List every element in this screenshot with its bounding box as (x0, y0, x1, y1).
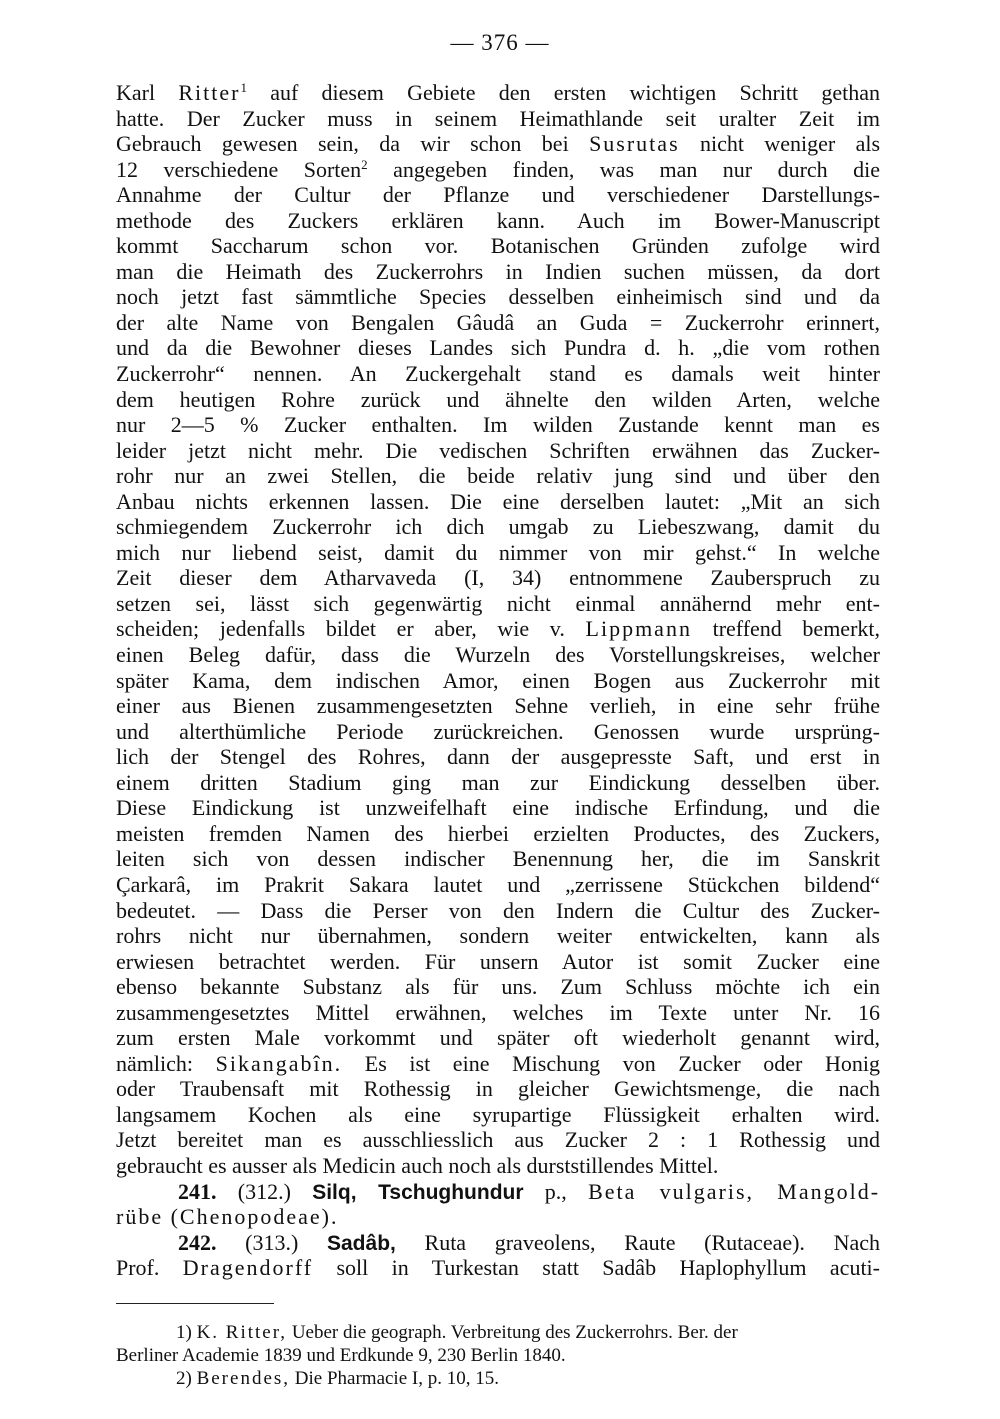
text-line: Prof. Dragendorff soll in Turkestan statt Sadâb Haplophyllum acuti- (116, 1255, 880, 1281)
text-line: erwiesen betrachtet werden. Für unsern Autor ist somit Zucker eine (116, 948, 880, 974)
author-name: Dragendorff (182, 1255, 314, 1281)
text-line: Diese Eindickung ist unzweifelhaft eine indische Erfindung, und die (116, 795, 880, 821)
text-line: leiten sich von dessen indischer Benennung her, die im Sanskrit (116, 846, 880, 872)
text-line: noch jetzt fast sämmtliche Species desselben einheimisch sind und da (116, 284, 880, 310)
entry-241: 241. (312.) Silq, Tschughundur p., Beta vulgaris, Mangold- (178, 1178, 881, 1204)
text-line: methode des Zuckers erklären kann. Auch im Bower-Manuscript (116, 207, 880, 233)
text-line: rübe (Chenopodeae). (116, 1204, 339, 1230)
body-text (116, 80, 880, 1281)
text-line: bedeutet. — Dass die Perser von den Indern die Cultur des Zucker- (116, 897, 880, 923)
text-line: einem dritten Stadium ging man zur Eindickung desselben über. (116, 769, 880, 795)
text-line: zusammengesetztes Mittel erwähnen, welches im Texte unter Nr. 16 (116, 999, 880, 1025)
text-line: Annahme der Cultur der Pflanze und verschiedener Darstellungs- (116, 182, 880, 208)
footnote-1-continuation: Berliner Academie 1839 und Erdkunde 9, 230 Berlin 1840. (116, 1345, 566, 1366)
page-number: — 376 — (450, 30, 550, 55)
text-line: nur 2—5 % Zucker enthalten. Im wilden Zustande kennt man es (116, 412, 880, 438)
entry-headword: Sadâb, (327, 1231, 396, 1255)
footnote-mark: 2) (176, 1368, 192, 1389)
text-line: setzen sei, lässt sich gegenwärtig nicht einmal annähernd mehr ent- (116, 590, 880, 616)
text-line: Zeit dieser dem Atharvaveda (I, 34) entnommene Zauberspruch zu (116, 565, 880, 591)
text-line: lich der Stengel des Rohres, dann der ausgepresste Saft, und erst in (116, 744, 880, 770)
text-line: schmiegendem Zuckerrohr ich dich umgab zu Liebeszwang, damit du (116, 514, 880, 540)
text-line: leider jetzt nicht mehr. Die vedischen Schriften erwähnen das Zucker- (116, 437, 880, 463)
author-name: Lippmann (585, 616, 692, 642)
footnote-mark: 1) (176, 1322, 192, 1343)
text-line: einen Beleg dafür, dass die Wurzeln des Vorstellungskreises, welcher (116, 642, 880, 668)
text-line: 12 verschiedene Sorten$^2$ angegeben finden, was man nur durch die (116, 156, 880, 182)
text-line: mich nur liebend seist, damit du nimmer von mir gehst.“ In welche (116, 539, 880, 565)
text-line: Zuckerrohr“ nennen. An Zuckergehalt stand es damals weit hinter (116, 361, 880, 387)
text-line: nämlich: Sikangabîn. Es ist eine Mischung von Zucker oder Honig (116, 1050, 881, 1076)
entry-ref: (312.) (237, 1178, 291, 1204)
text-line: später Kama, dem indischen Amor, einen Bogen aus Zuckerrohr mit (116, 667, 880, 693)
footnote-1: 1) K. Ritter, Ueber die geograph. Verbreitung des Zuckerrohrs. Ber. der (176, 1322, 738, 1343)
text-line: langsamem Kochen als eine syrupartige Flüssigkeit erhalten wird. (116, 1101, 880, 1127)
text-line: man die Heimath des Zuckerrohrs in Indien suchen müssen, da dort (116, 258, 880, 284)
text-line: kommt Saccharum schon vor. Botanischen Gründen zufolge wird (116, 233, 880, 259)
botanical-name: Beta vulgaris, Mangold- (588, 1178, 881, 1204)
footnote-2: 2) Berendes, Die Pharmacie I, p. 10, 15. (176, 1368, 499, 1389)
text-line: Anbau nichts erkennen lassen. Die eine derselben lautet: „Mit an sich (116, 488, 880, 514)
text-line: dem heutigen Rohre zurück und ähnelte den wilden Arten, welche (116, 386, 880, 412)
author-name: K. Ritter, (196, 1322, 288, 1343)
text-line: rohrs nicht nur übernahmen, sondern weiter entwickelten, kann als (116, 923, 880, 949)
entry-headword: Silq, Tschughundur (312, 1180, 524, 1204)
author-name: Berendes, (196, 1368, 291, 1389)
entry-ref: (313.) (245, 1229, 299, 1255)
entry-number: 241. (178, 1178, 217, 1204)
text-line: der alte Name von Bengalen Gâudâ an Guda = Zuckerrohr erinnert, (116, 309, 880, 335)
text-line: meisten fremden Namen des hierbei erzielten Productes, des Zuckers, (116, 820, 880, 846)
text-line: Gebrauch gewesen sein, da wir schon bei Susrutas nicht weniger als (116, 131, 881, 157)
text-line: oder Traubensaft mit Rothessig in gleicher Gewichtsmenge, die nach (116, 1076, 880, 1102)
text-line: Karl Ritter$^1$ auf diesem Gebiete den ersten wichtigen Schritt gethan (116, 80, 881, 105)
text-line: und da die Bewohner dieses Landes sich Pundra d. h. „die vom rothen (116, 335, 880, 361)
text-line: einer aus Bienen zusammengesetzten Sehne verlieh, in eine sehr frühe (116, 693, 880, 719)
text-line: Jetzt bereitet man es ausschliesslich aus Zucker 2 : 1 Rothessig und (116, 1127, 880, 1153)
text-line: zum ersten Male vorkommt und später oft wiederholt genannt wird, (116, 1025, 880, 1051)
text-line: und alterthümliche Periode zurückreichen. Genossen wurde ursprüng- (116, 718, 880, 744)
term-name: Sikangabîn. (215, 1050, 343, 1076)
text-line: ebenso bekannte Substanz als für uns. Zum Schluss möchte ich ein (116, 974, 880, 1000)
entry-number: 242. (178, 1229, 217, 1255)
footnote-separator (116, 1303, 274, 1304)
text-line: hatte. Der Zucker muss in seinem Heimathlande seit uralter Zeit im (116, 105, 880, 131)
author-name: Susrutas (589, 131, 680, 157)
text-line: scheiden; jedenfalls bildet er aber, wie v. Lippmann treffend bemerkt, (116, 616, 881, 642)
footnote-mark: 1 (240, 80, 247, 95)
text-line: Çarkarâ, im Prakrit Sakara lautet und „zerrissene Stückchen bildend“ (116, 871, 880, 897)
author-name: Ritter (178, 80, 241, 105)
footnote-mark: 2 (361, 156, 368, 172)
entry-242: 242. (313.) Sadâb, Ruta graveolens, Raute (Rutaceae). Nach (178, 1229, 881, 1255)
text-line: gebraucht es ausser als Medicin auch noch als durststillendes Mittel. (116, 1152, 719, 1178)
text-line: rohr nur an zwei Stellen, die beide relativ jung sind und über den (116, 463, 880, 489)
